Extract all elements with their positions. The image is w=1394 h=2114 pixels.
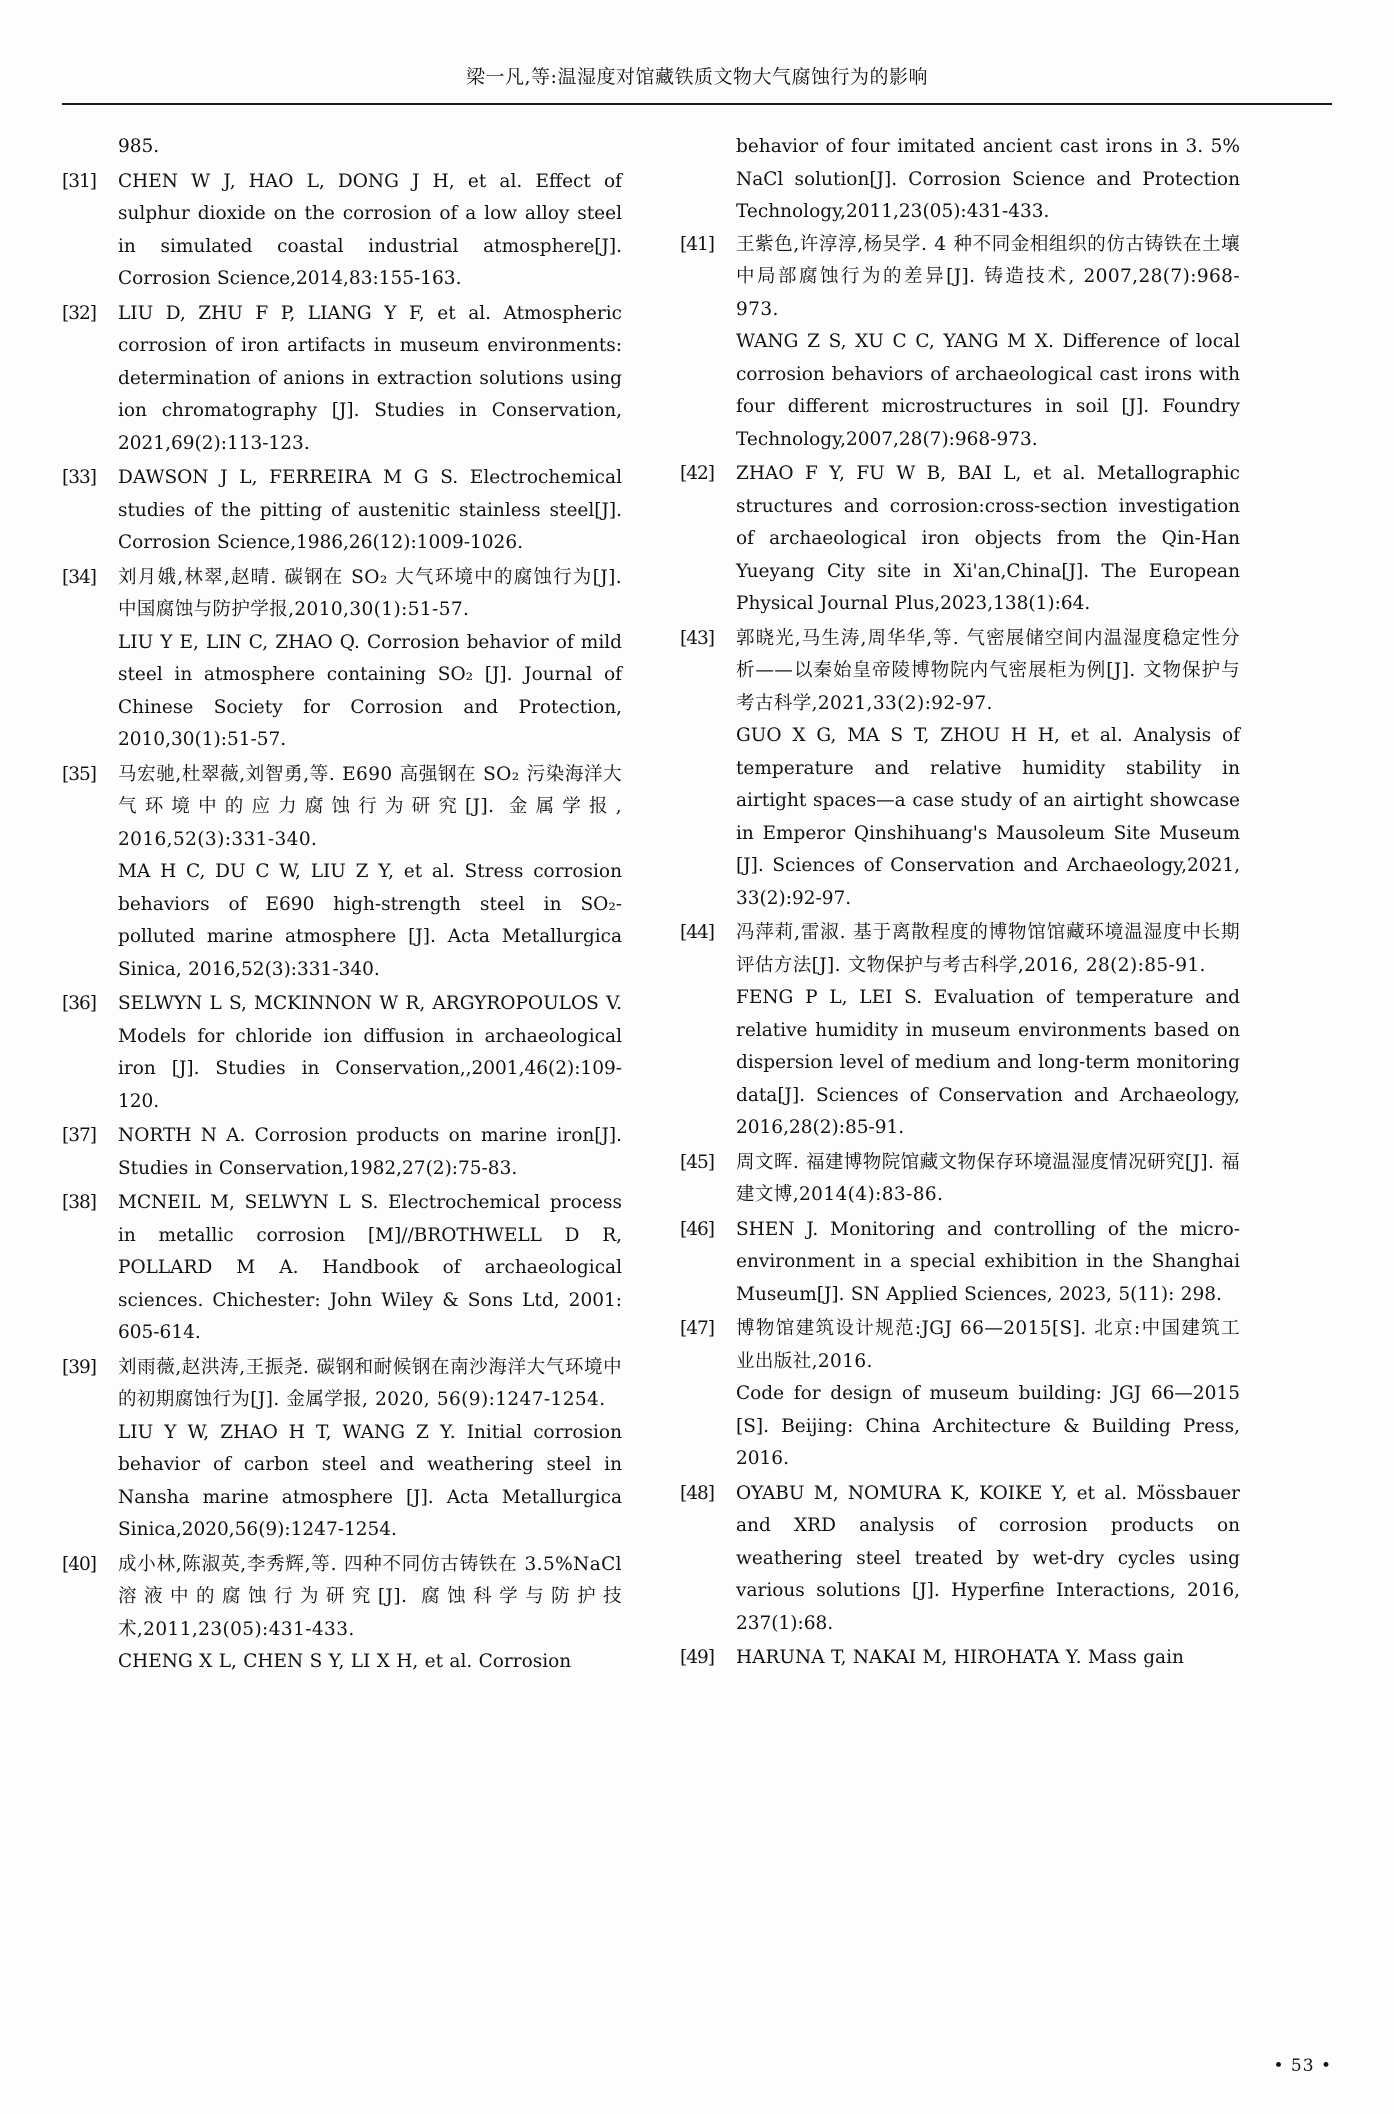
reference-body [118, 759, 622, 987]
reference-body [118, 298, 622, 461]
reference-entry [62, 759, 622, 987]
reference-number: [40] [62, 1553, 96, 1575]
reference-entry [62, 298, 622, 461]
reference-text-cn: 马宏驰,杜翠薇,刘智勇,等. E690 高强钢在 SO₂ 污染海洋大气环境中的应力腐蚀行为研究[J]. 金属学报, 2016,52(3):331-340. [118, 763, 622, 850]
reference-body [118, 988, 622, 1118]
reference-number: [44] [680, 922, 714, 943]
reference-entry [62, 166, 622, 296]
reference-text-cn: 冯萍莉,雷淑. 基于离散程度的博物馆馆藏环境温湿度中长期评估方法[J]. 文物保护与考古科学,2016, 28(2):85-91. [736, 922, 1240, 976]
reference-text-en: WANG Z S, XU C C, YANG M X. Difference of local corrosion behaviors of archaeological cast irons with four different microstructures in soil [J]. Foundry Technology,2007,28(7):968-973. [736, 331, 1240, 450]
reference-number: [32] [62, 302, 96, 324]
reference-text: ZHAO F Y, FU W B, BAI L, et al. Metallographic structures and corrosion:cross-section investigation of archaeological iron objects from the Qin-Han Yueyang City site in Xi'an,China[J]. The European Physical Journal Plus,2023,138(1):64. [736, 463, 1240, 614]
reference-text: DAWSON J L, FERREIRA M G S. Electrochemical studies of the pitting of austenitic stainless steel[J]. Corrosion Science,1986,26(12):1009-1026. [118, 467, 622, 553]
reference-text: CHEN W J, HAO L, DONG J H, et al. Effect of sulphur dioxide on the corrosion of a low alloy steel in simulated coastal industrial atmosphere[J]. Corrosion Science,2014,83:155-163. [118, 170, 622, 289]
reference-number: [34] [62, 566, 96, 588]
continuation-text: behavior of four imitated ancient cast irons in 3. 5% NaCl solution[J]. Corrosion Science and Protection Technology,2011,23(05):431-433. [736, 136, 1240, 222]
reference-number: [38] [62, 1192, 96, 1213]
reference-text-cn: 刘雨薇,赵洪涛,王振尧. 碳钢和耐候钢在南沙海洋大气环境中的初期腐蚀行为[J]. 金属学报, 2020, 56(9):1247-1254. [118, 1356, 622, 1410]
reference-number: [41] [680, 233, 714, 255]
reference-body [118, 562, 622, 757]
reference-entry [680, 623, 1240, 916]
reference-number: [36] [62, 993, 96, 1014]
reference-entry [62, 462, 622, 560]
reference-entry [680, 458, 1240, 621]
reference-number: [37] [62, 1125, 96, 1146]
left-column [62, 131, 622, 1681]
two-column-body [0, 105, 1394, 1681]
reference-text-cn: 郭晓光,马生涛,周华华,等. 气密展储空间内温湿度稳定性分析——以秦始皇帝陵博物院内气密展柜为例[J]. 文物保护与考古科学,2021,33(2):92-97. [736, 627, 1240, 714]
reference-body [736, 1642, 1240, 1675]
reference-number: [42] [680, 463, 714, 484]
reference-entry [62, 1352, 622, 1547]
reference-text-en: CHENG X L, CHEN S Y, LI X H, et al. Corrosion [118, 1651, 572, 1672]
reference-text: SELWYN L S, MCKINNON W R, ARGYROPOULOS V. Models for chloride ion diffusion in archaeological iron [J]. Studies in Conservation,,2001,46(2):109-120. [118, 993, 622, 1112]
reference-text-en: LIU Y W, ZHAO H T, WANG Z Y. Initial corrosion behavior of carbon steel and weathering steel in Nansha marine atmosphere [J]. Acta Metallurgica Sinica,2020,56(9):1247-1254. [118, 1421, 622, 1540]
reference-text: MCNEIL M, SELWYN L S. Electrochemical process in metallic corrosion [M]//BROTHWELL D R, POLLARD M A. Handbook of archaeological sciences. Chichester: John Wiley & Sons Ltd, 2001: 605-614. [118, 1192, 622, 1343]
reference-number: [35] [62, 763, 96, 785]
reference-number: [48] [680, 1482, 714, 1504]
reference-body [118, 1120, 622, 1185]
reference-entry [62, 1549, 622, 1679]
reference-entry [680, 1642, 1240, 1675]
reference-number: [47] [680, 1318, 714, 1339]
reference-body [736, 1313, 1240, 1476]
reference-body [118, 166, 622, 296]
reference-number: [39] [62, 1356, 96, 1378]
right-column [680, 131, 1240, 1681]
reference-body [118, 1549, 622, 1679]
reference-text-cn: 王紫色,许淳淳,杨旲学. 4 种不同金相组织的仿古铸铁在土壤中局部腐蚀行为的差异[J]. 铸造技术, 2007,28(7):968-973. [736, 233, 1240, 320]
reference-text: LIU D, ZHU F P, LIANG Y F, et al. Atmospheric corrosion of iron artifacts in museum environments: determination of anions in extraction solutions using ion chromatography [J]. Studies in Conservation, 2021,69(2):113-123. [118, 302, 622, 454]
reference-body [736, 1147, 1240, 1212]
reference-entry [680, 917, 1240, 1145]
reference-body [736, 623, 1240, 916]
reference-entry [680, 1313, 1240, 1476]
reference-number: [43] [680, 627, 714, 649]
reference-body [736, 229, 1240, 457]
reference-body [118, 1187, 622, 1350]
reference-text: SHEN J. Monitoring and controlling of the micro-environment in a special exhibition in the Shanghai Museum[J]. SN Applied Sciences, 2023, 5(11): 298. [736, 1218, 1240, 1305]
reference-number: [31] [62, 170, 96, 192]
running-head: 梁一凡,等:温湿度对馆藏铁质文物大气腐蚀行为的影响 [466, 66, 928, 88]
reference-entry [62, 562, 622, 757]
reference-text-cn: 周文晖. 福建博物院馆藏文物保存环境温湿度情况研究[J]. 福建文博,2014(4):83-86. [736, 1151, 1240, 1205]
reference-text: HARUNA T, NAKAI M, HIROHATA Y. Mass gain [736, 1647, 1184, 1668]
reference-text-cn: 成小林,陈淑英,李秀辉,等. 四种不同仿古铸铁在 3.5%NaCl 溶液中的腐蚀行为研究[J]. 腐蚀科学与防护技术,2011,23(05):431-433. [118, 1553, 622, 1640]
reference-text: OYABU M, NOMURA K, KOIKE Y, et al. Mössbauer and XRD analysis of corrosion products on weathering steel treated by wet-dry cycles using various solutions [J]. Hyperfine Interactions, 2016, 237(1):68. [736, 1482, 1240, 1634]
reference-entry [680, 1147, 1240, 1212]
page-number: • 53 • [1273, 2056, 1332, 2076]
reference-text-en: MA H C, DU C W, LIU Z Y, et al. Stress corrosion behaviors of E690 high-strength steel in SO₂-polluted marine atmosphere [J]. Acta Metallurgica Sinica, 2016,52(3):331-340. [118, 861, 622, 980]
reference-text-cn: 刘月娥,林翠,赵晴. 碳钢在 SO₂ 大气环境中的腐蚀行为[J]. 中国腐蚀与防护学报,2010,30(1):51-57. [118, 566, 622, 620]
reference-body [736, 458, 1240, 621]
reference-text-en: GUO X G, MA S T, ZHOU H H, et al. Analysis of temperature and relative humidity stability in airtight spaces—a case study of an airtight showcase in Emperor Qinshihuang's Mausoleum Site Museum [J]. Sciences of Conservation and Archaeology,2021, 33(2):92-97. [736, 725, 1240, 909]
reference-body [118, 462, 622, 560]
reference-text-en: LIU Y E, LIN C, ZHAO Q. Corrosion behavior of mild steel in atmosphere containing SO₂ [J]. Journal of Chinese Society for Corrosion and Protection, 2010,30(1):51-57. [118, 631, 622, 750]
reference-entry [62, 988, 622, 1118]
reference-text: NORTH N A. Corrosion products on marine iron[J]. Studies in Conservation,1982,27(2):75-83. [118, 1125, 622, 1179]
reference-number: [46] [680, 1218, 714, 1240]
reference-body [736, 1478, 1240, 1641]
reference-number: [45] [680, 1151, 714, 1173]
orphan-line: 985. [118, 136, 160, 157]
reference-text-en: FENG P L, LEI S. Evaluation of temperature and relative humidity in museum environments based on dispersion level of medium and long-term monitoring data[J]. Sciences of Conservation and Archaeology, 2016,28(2):85-91. [736, 987, 1240, 1138]
reference-text-cn: 博物馆建筑设计规范:JGJ 66—2015[S]. 北京:中国建筑工业出版社,2016. [736, 1318, 1240, 1372]
reference-text-en: Code for design of museum building: JGJ 66—2015 [S]. Beijing: China Architecture & Building Press, 2016. [736, 1383, 1240, 1469]
reference-entry [680, 1478, 1240, 1641]
reference-body [736, 1214, 1240, 1312]
reference-body [118, 1352, 622, 1547]
reference-entry [62, 1187, 622, 1350]
reference-entry [680, 229, 1240, 457]
reference-number: [33] [62, 467, 96, 488]
reference-number: [49] [680, 1647, 714, 1668]
reference-entry [680, 1214, 1240, 1312]
reference-entry [62, 1120, 622, 1185]
reference-body [736, 917, 1240, 1145]
